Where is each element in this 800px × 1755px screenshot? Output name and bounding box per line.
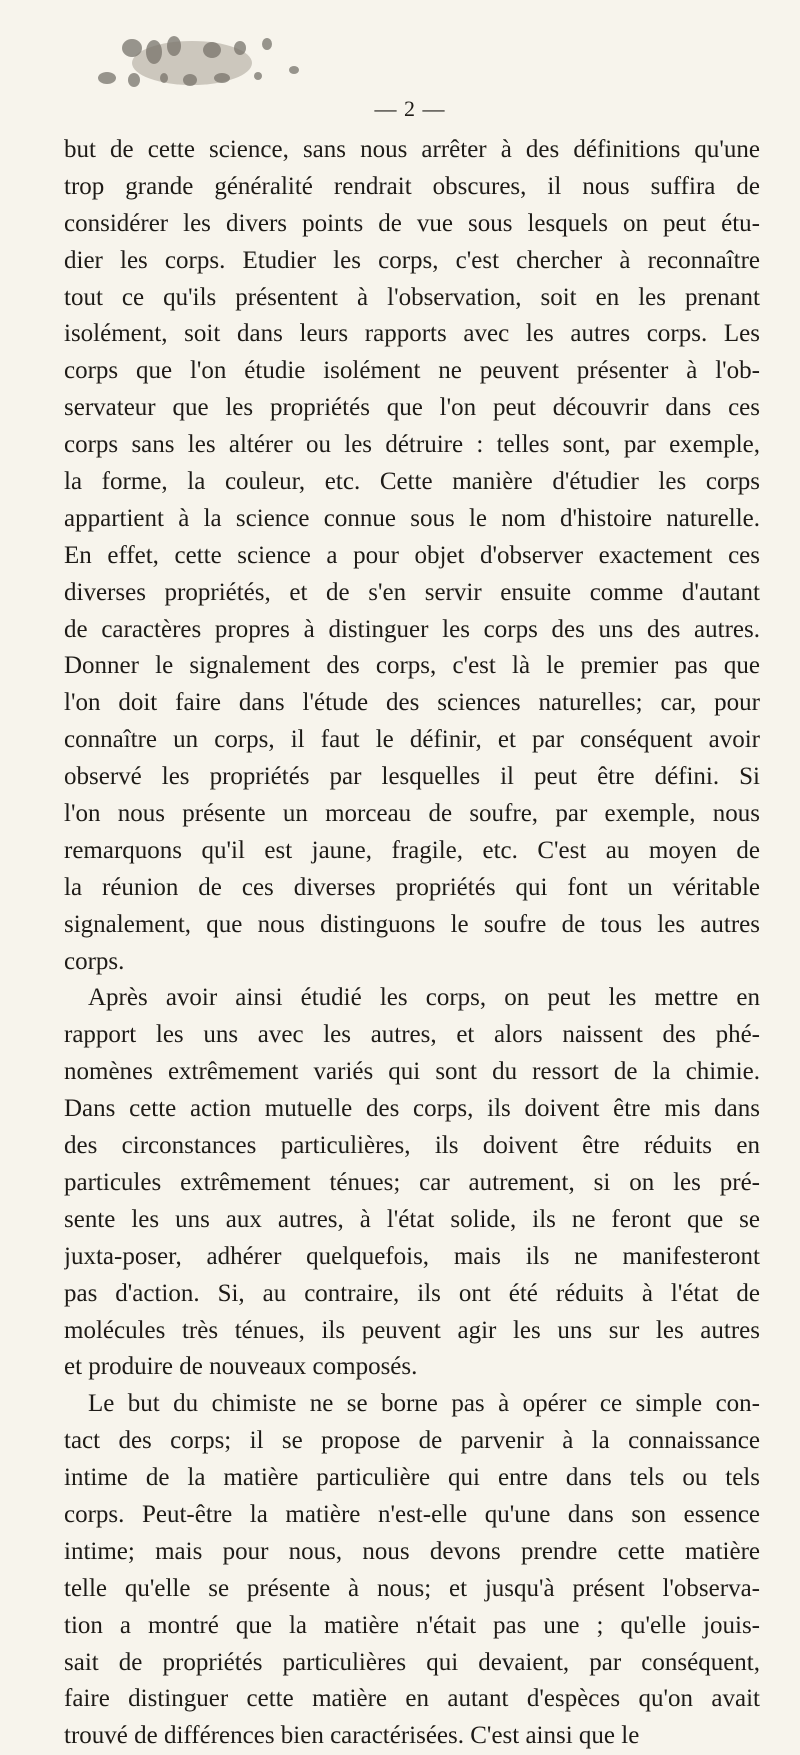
text-line: trouvé de différences bien caractérisées. C'est ainsi que le	[64, 1722, 640, 1750]
text-line: l'on doit faire dans l'étude des sciences naturelles; car, pour	[64, 689, 760, 717]
text-line: sente les uns aux autres, à l'état solide, ils ne feront que se	[64, 1205, 760, 1233]
text-line: dier les corps. Etudier les corps, c'est chercher à reconnaître	[64, 246, 760, 274]
text-line: molécules très ténues, ils peuvent agir les uns sur les autres	[64, 1316, 760, 1344]
ink-stamp-smudge	[62, 18, 322, 108]
text-line: l'on nous présente un morceau de soufre, par exemple, nous	[64, 800, 760, 828]
text-line: et produire de nouveaux composés.	[64, 1353, 418, 1381]
text-line: tion a montré que la matière n'était pas une ; qu'elle jouis-	[64, 1611, 760, 1639]
text-line: isolément, soit dans leurs rapports avec les autres corps. Les	[64, 320, 760, 348]
text-line: la forme, la couleur, etc. Cette manière d'étudier les corps	[64, 468, 760, 496]
text-line: de caractères propres à distinguer les corps des uns des autres.	[64, 615, 760, 643]
text-line: connaître un corps, il faut le définir, et par conséquent avoir	[64, 726, 760, 754]
page-number: — 2 —	[374, 96, 446, 121]
text-line: des circonstances particulières, ils doivent être réduits en	[64, 1132, 760, 1160]
text-line: Donner le signalement des corps, c'est là le premier pas que	[64, 652, 760, 680]
text-line: corps sans les altérer ou les détruire : telles sont, par exemple,	[64, 431, 760, 459]
text-line: tact des corps; il se propose de parvenir à la connaissance	[64, 1427, 760, 1455]
text-line: juxta-poser, adhérer quelquefois, mais ils ne manifesteront	[64, 1242, 760, 1270]
text-line: observé les propriétés par lesquelles il peut être défini. Si	[64, 763, 760, 791]
text-line: la réunion de ces diverses propriétés qui font un véritable	[64, 873, 760, 901]
text-line: appartient à la science connue sous le nom d'histoire naturelle.	[64, 504, 760, 532]
text-line: tout ce qu'ils présentent à l'observation, soit en les prenant	[64, 283, 760, 311]
text-line: considérer les divers points de vue sous lesquels on peut étu-	[64, 209, 760, 237]
text-line: corps que l'on étudie isolément ne peuvent présenter à l'ob-	[64, 357, 760, 385]
text-line: trop grande généralité rendrait obscures, il nous suffira de	[64, 172, 760, 200]
text-line: faire distinguer cette matière en autant d'espèces qu'on avait	[64, 1685, 760, 1713]
text-line: intime de la matière particulière qui entre dans tels ou tels	[64, 1464, 760, 1492]
text-line: but de cette science, sans nous arrêter à des définitions qu'une	[64, 136, 760, 163]
text-line: En effet, cette science a pour objet d'observer exactement ces	[64, 541, 760, 569]
text-line: signalement, que nous distinguons le soufre de tous les autres	[64, 910, 760, 938]
text-line: Après avoir ainsi étudié les corps, on peut les mettre en	[88, 984, 760, 1012]
text-line: particules extrêmement ténues; car autrement, si on les pré-	[64, 1168, 760, 1196]
text-line: rapport les uns avec les autres, et alors naissent des phé-	[64, 1021, 760, 1049]
text-line: sait de propriétés particulières qui devaient, par conséquent,	[64, 1648, 760, 1676]
text-line: remarquons qu'il est jaune, fragile, etc. C'est au moyen de	[64, 836, 760, 864]
text-line: diverses propriétés, et de s'en servir ensuite comme d'autant	[64, 578, 760, 606]
text-line: Dans cette action mutuelle des corps, ils doivent être mis dans	[64, 1095, 760, 1123]
text-line: intime; mais pour nous, nous devons prendre cette matière	[64, 1537, 760, 1565]
body-text	[64, 132, 760, 1755]
text-line: nomènes extrêmement variés qui sont du ressort de la chimie.	[64, 1058, 760, 1086]
text-line: telle qu'elle se présente à nous; et jusqu'à présent l'observa-	[64, 1574, 760, 1602]
text-line: Le but du chimiste ne se borne pas à opérer ce simple con-	[88, 1390, 760, 1418]
text-line: corps.	[64, 947, 125, 975]
text-line: corps. Peut-être la matière n'est-elle qu'une dans son essence	[64, 1500, 760, 1528]
text-line: servateur que les propriétés que l'on peut découvrir dans ces	[64, 394, 760, 422]
text-line: pas d'action. Si, au contraire, ils ont été réduits à l'état de	[64, 1279, 760, 1307]
